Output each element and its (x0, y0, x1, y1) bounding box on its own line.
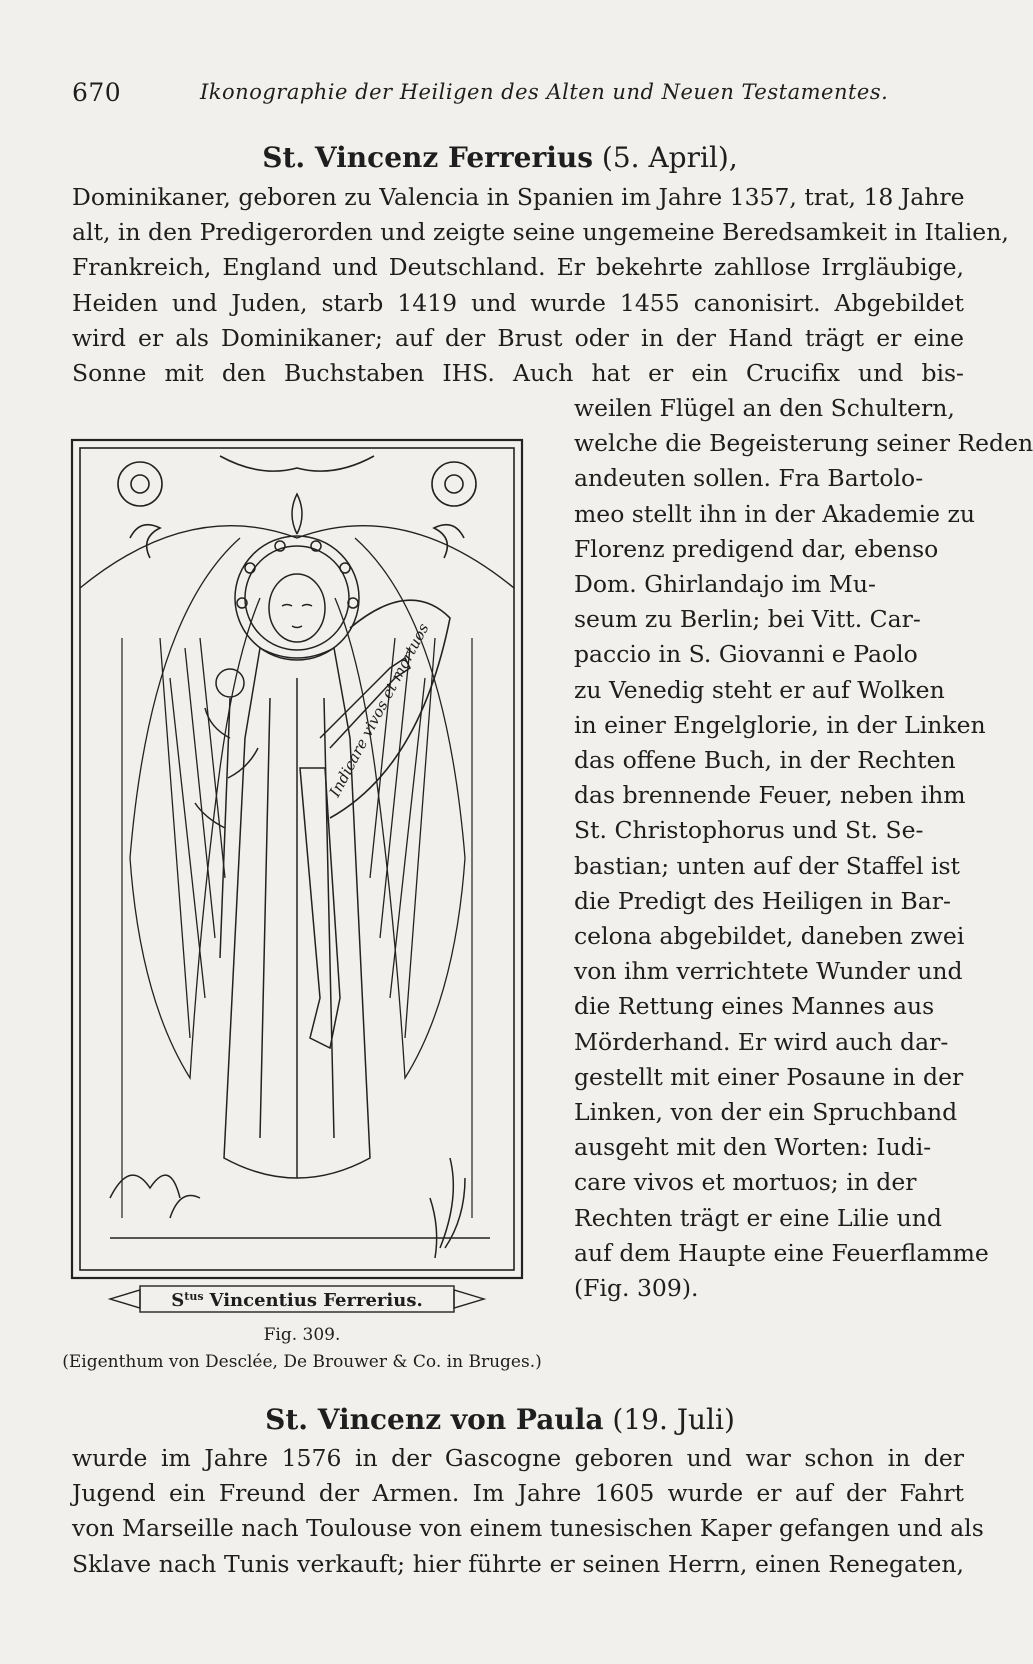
text-line: in einer Engelglorie, in der Linken (574, 710, 986, 739)
text-line: celona abgebildet, daneben zwei (574, 922, 965, 951)
svg-text:StusVincentius Ferrerius. (171, 1290, 422, 1311)
text-line: Florenz predigend dar, ebenso (574, 534, 939, 563)
text-line: seum zu Berlin; bei Vitt. Car- (574, 605, 921, 634)
text-line: Sonne mit den Buchstaben IHS. Auch hat er ein Crucifix und bis- (72, 359, 964, 388)
text-line: andeuten sollen. Fra Bartolo- (574, 464, 924, 493)
plate-initial: S (171, 1290, 185, 1311)
feast-date: (19. Juli) (612, 1403, 735, 1436)
text-line: Frankreich, England und Deutschland. Er bekehrte zahllose Irrgläubige, (72, 253, 964, 282)
paragraph-ferrerius-side (574, 391, 1033, 1306)
text-line: Dominikaner, geboren zu Valencia in Spanien im Jahre 1357, trat, 18 Jahre (72, 183, 965, 211)
text-line: zu Venedig steht er auf Wolken (574, 675, 945, 704)
text-line: die Predigt des Heiligen in Bar- (574, 886, 951, 915)
text-line: welche die Begeisterung seiner Reden (574, 429, 1033, 458)
text-line: alt, in den Predigerorden und zeigte seine ungemeine Beredsamkeit in Italien, (72, 218, 1009, 247)
section-heading-paula (0, 1402, 1000, 1438)
running-title: Ikonographie der Heiligen des Alten und Neuen Testamentes. (200, 80, 889, 104)
text-line: von Marseille nach Toulouse von einem tunesischen Kaper gefangen und als (72, 1514, 984, 1543)
running-header (72, 78, 972, 118)
text-line: care vivos et mortuos; in der (574, 1168, 917, 1197)
text-line: meo stellt ihn in der Akademie zu (574, 499, 976, 528)
text-line: Sklave nach Tunis verkauft; hier führte er seinen Herrn, einen Renegaten, (72, 1549, 964, 1578)
paragraph-paula (72, 1441, 984, 1582)
text-line: ausgeht mit den Worten: Iudi- (574, 1133, 932, 1162)
figure-label: Fig. 309. (263, 1325, 341, 1345)
saint-name: St. Vincenz Ferrerius (262, 141, 594, 174)
plate-name: Vincentius Ferrerius. (209, 1290, 423, 1311)
text-line: Linken, von der ein Spruchband (574, 1098, 958, 1127)
text-line: das brennende Feuer, neben ihm (574, 781, 966, 810)
plate-superscript: tus (184, 1290, 204, 1303)
text-line: wurde im Jahre 1576 in der Gascogne geboren und war schon in der (72, 1444, 964, 1472)
text-line: (Fig. 309). (574, 1274, 699, 1303)
saint-name: St. Vincenz von Paula (265, 1403, 604, 1436)
text-line: von ihm verrichtete Wunder und (574, 957, 963, 986)
angel-illustration (70, 438, 524, 1316)
feast-date: (5. April), (601, 141, 738, 174)
text-line: weilen Flügel an den Schultern, (574, 394, 955, 422)
banner-inscription: Indicare vivos et mortuos (325, 620, 433, 800)
text-line: Dom. Ghirlandajo im Mu- (574, 570, 876, 599)
text-line: Jugend ein Freund der Armen. Im Jahre 1605 wurde er auf der Fahrt (72, 1479, 964, 1508)
name-plate (110, 1286, 484, 1312)
text-line: gestellt mit einer Posaune in der (574, 1062, 964, 1091)
text-line: Rechten trägt er eine Lilie und (574, 1203, 942, 1232)
text-line: Mörderhand. Er wird auch dar- (574, 1027, 949, 1056)
text-line: St. Christophorus und St. Se- (574, 816, 924, 845)
text-line: bastian; unten auf der Staffel ist (574, 851, 960, 880)
text-line: die Rettung eines Mannes aus (574, 992, 935, 1021)
page-number: 670 (72, 78, 122, 107)
text-line: wird er als Dominikaner; auf der Brust oder in der Hand trägt er eine (72, 323, 964, 352)
section-heading-ferrerius (0, 140, 1000, 176)
text-line: paccio in S. Giovanni e Paolo (574, 640, 918, 669)
text-line: das offene Buch, in der Rechten (574, 746, 956, 775)
text-line: Heiden und Juden, starb 1419 und wurde 1455 canonisirt. Abgebildet (72, 288, 964, 317)
text-line: auf dem Haupte eine Feuerflamme (574, 1238, 989, 1267)
figure-caption (62, 1322, 542, 1376)
figure-credit: (Eigenthum von Desclée, De Brouwer & Co. in Bruges.) (62, 1352, 542, 1372)
paragraph-ferrerius-intro (72, 180, 1009, 391)
